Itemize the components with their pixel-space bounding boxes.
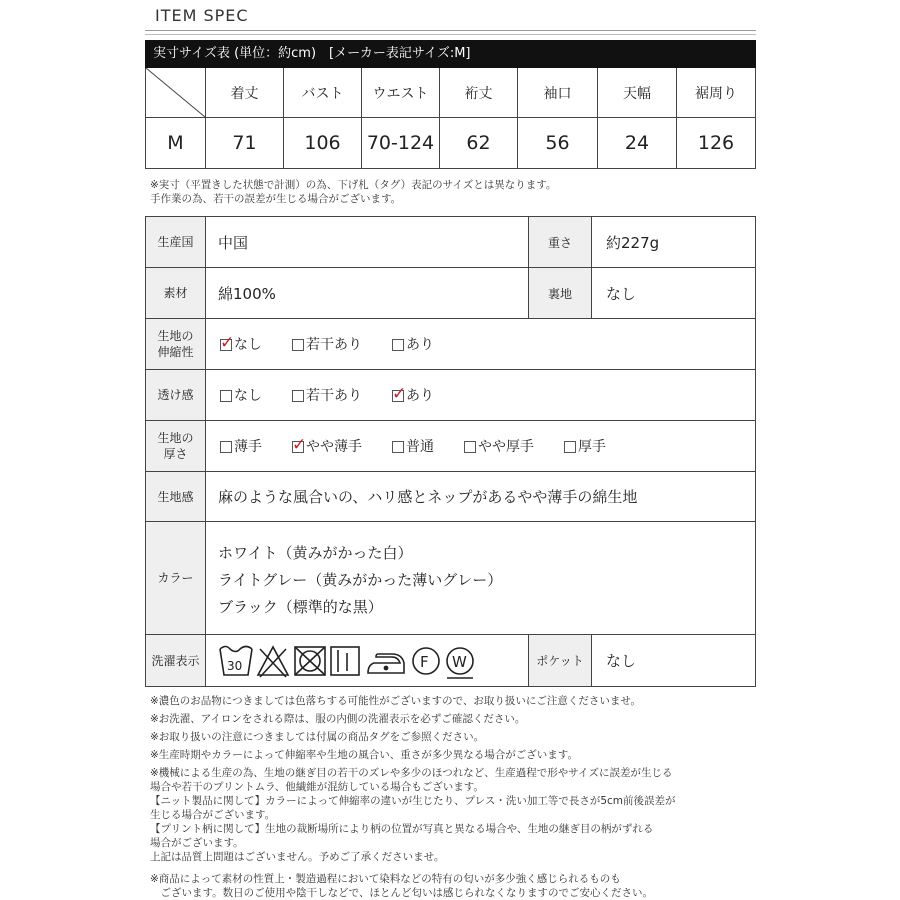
spec-row-thickness	[146, 421, 755, 472]
size-table-caption: 実寸サイズ表 (単位：約cm) [メーカー表記サイズ:M]	[145, 40, 756, 68]
checkmark-icon: ✓	[220, 333, 235, 353]
weight-label: 重さ	[528, 217, 592, 267]
pocket-value: なし	[606, 652, 637, 670]
stretch-label	[146, 319, 206, 369]
note-line: 【プリント柄に関して】生地の裁断場所により柄の位置が写真と異なる場合や、生地の継ぎ目の柄がずれる	[150, 823, 654, 835]
thickness-option-thin: 薄手	[220, 436, 292, 456]
color-item: ライトグレー（黄みがかった薄いグレー）	[218, 571, 503, 589]
color-list	[218, 540, 502, 621]
laundry-label: 洗濯表示	[146, 635, 206, 686]
size-header-shoulder: 天幅	[598, 68, 677, 118]
size-value-shoulder: 24	[598, 118, 677, 168]
checkbox-icon	[220, 333, 235, 353]
checkbox-icon	[292, 390, 304, 402]
fabric-label: 生地感	[146, 472, 206, 521]
header-divider	[145, 30, 756, 31]
lining-value: なし	[606, 284, 637, 303]
header-divider-secondary	[145, 34, 756, 35]
note-line: ※お取り扱いの注意につきましては付属の商品タグをご参照ください。	[150, 731, 485, 743]
thickness-option-slightly-thin: ✓ やや薄手	[292, 435, 362, 455]
note-line: 場合や若干のプリントムラ、他繊維が混紡している場合もございます。	[150, 781, 484, 793]
dry-clean-f-icon	[413, 648, 439, 674]
size-note: 手作業の為、若干の誤差が生じる場合がございます。	[150, 193, 402, 205]
size-value-waist: 70-124	[362, 118, 440, 168]
pocket-label: ポケット	[528, 635, 592, 686]
sheer-label: 透け感	[146, 370, 206, 420]
lining-label: 裏地	[528, 268, 592, 318]
weight-value: 約227g	[606, 233, 660, 252]
sheer-options	[220, 370, 434, 420]
spec-row-fabric	[146, 472, 755, 522]
stretch-option-slight: 若干あり	[292, 334, 392, 354]
note-line: ※商品によって素材の性質上・製造過程において染料などの特有の匂いが多少強く感じられるものも	[150, 873, 621, 885]
checkbox-icon	[220, 441, 232, 453]
checkbox-icon	[220, 390, 232, 402]
size-header-length: 着丈	[206, 68, 284, 118]
checkbox-icon	[392, 384, 407, 404]
sheer-option-none: なし	[220, 385, 292, 405]
stretch-label-line2: 伸縮性	[157, 345, 194, 359]
material-label: 素材	[146, 268, 206, 318]
wet-clean-w-icon	[447, 648, 473, 678]
size-header-hem: 裾周り	[677, 68, 756, 118]
wash-30-icon	[220, 647, 252, 676]
size-value-sleeve-length: 62	[440, 118, 518, 168]
thickness-label-line1: 生地の	[157, 431, 194, 445]
svg-text:F: F	[420, 653, 429, 671]
size-value-bust: 106	[284, 118, 362, 168]
svg-text:30: 30	[227, 659, 243, 673]
laundry-symbols	[218, 641, 508, 681]
size-value-hem: 126	[677, 118, 756, 168]
no-bleach-icon	[258, 647, 288, 677]
size-header-cuff: 袖口	[518, 68, 598, 118]
diagonal-line-icon	[146, 68, 206, 118]
note-line: ございます。数日のご使用や陰干しなどで、ほとんど匂いは感じられなくなりますのでご安心ください。	[150, 887, 653, 899]
note-line: ※生産時期やカラーによって伸縮率や生地の風合い、重さが多少異なる場合がございます。	[150, 749, 578, 761]
size-note: ※実寸（平置きした状態で計測）の為、下げ札（タグ）表記のサイズとは異なります。	[150, 179, 557, 191]
page-title: ITEM SPEC	[155, 6, 249, 25]
size-label: M	[146, 118, 206, 168]
fabric-value: 麻のような風合いの、ハリ感とネップがあるやや薄手の綿生地	[218, 488, 638, 506]
note-line: 場合がございます。	[150, 837, 244, 849]
checkbox-icon	[392, 441, 404, 453]
size-value-cuff: 56	[518, 118, 598, 168]
note-line: 上記は品質上問題はございません。予めご了承くださいませ。	[150, 851, 445, 863]
care-notes	[150, 694, 676, 900]
note-line: ※濃色のお品物につきましては色落ちする可能性がございますので、お取り扱いにご注意くださいませ。	[150, 695, 642, 707]
size-header-bust: バスト	[284, 68, 362, 118]
iron-low-icon	[368, 654, 404, 673]
spec-row-material	[146, 268, 755, 319]
thickness-option-slightly-thick: やや厚手	[464, 436, 564, 456]
sheer-option-yes: ✓ あり	[392, 384, 434, 404]
thickness-option-thick: 厚手	[564, 436, 606, 456]
stretch-options	[220, 319, 434, 369]
thickness-label-line2: 厚さ	[163, 447, 188, 461]
note-spacer	[150, 864, 676, 872]
stretch-option-yes: あり	[392, 334, 434, 354]
note-line: 【ニット製品に関して】カラーによって伸縮率の違いが生じたり、プレス・洗い加工等で長さが5cm前後誤差が	[150, 795, 676, 807]
spec-row-laundry	[146, 635, 755, 686]
spec-row-stretch	[146, 319, 755, 370]
size-table	[145, 68, 756, 169]
color-item: ホワイト（黄みがかった白）	[218, 544, 413, 562]
spec-row-origin	[146, 217, 755, 268]
size-value-length: 71	[206, 118, 284, 168]
thickness-options	[220, 421, 606, 471]
size-header-waist: ウエスト	[362, 68, 440, 118]
checkbox-icon	[292, 435, 307, 455]
note-line: 生じる場合がございます。	[150, 809, 276, 821]
note-line: ※お洗濯、アイロンをされる際は、服の内側の洗濯表示を必ずご確認ください。	[150, 713, 526, 725]
spec-row-color	[146, 522, 755, 635]
origin-value: 中国	[218, 233, 249, 252]
no-tumble-dry-icon	[295, 647, 325, 675]
checkbox-icon	[464, 441, 476, 453]
thickness-option-normal: 普通	[392, 436, 464, 456]
thickness-label	[146, 421, 206, 471]
checkbox-icon	[292, 339, 304, 351]
stretch-option-none: ✓ なし	[220, 333, 262, 353]
line-dry-icon	[331, 647, 359, 675]
size-header-sleeve-length: 裄丈	[440, 68, 518, 118]
svg-text:W: W	[452, 653, 467, 671]
origin-label: 生産国	[146, 217, 206, 267]
color-item: ブラック（標準的な黒）	[218, 598, 383, 616]
spec-row-sheer	[146, 370, 755, 421]
spec-table	[145, 216, 756, 687]
color-label: カラー	[146, 522, 206, 634]
note-line: ※機械による生産の為、生地の継ぎ目の若干のズレや多少のほつれなど、生産過程で形やサイズに誤差が生じる	[150, 767, 673, 779]
checkmark-icon: ✓	[392, 384, 407, 404]
sheer-option-slight: 若干あり	[292, 385, 392, 405]
stretch-label-line1: 生地の	[157, 329, 194, 343]
checkmark-icon: ✓	[292, 435, 307, 455]
checkbox-icon	[392, 339, 404, 351]
size-table-corner	[146, 68, 206, 118]
material-value: 綿100%	[218, 284, 276, 303]
checkbox-icon	[564, 441, 576, 453]
